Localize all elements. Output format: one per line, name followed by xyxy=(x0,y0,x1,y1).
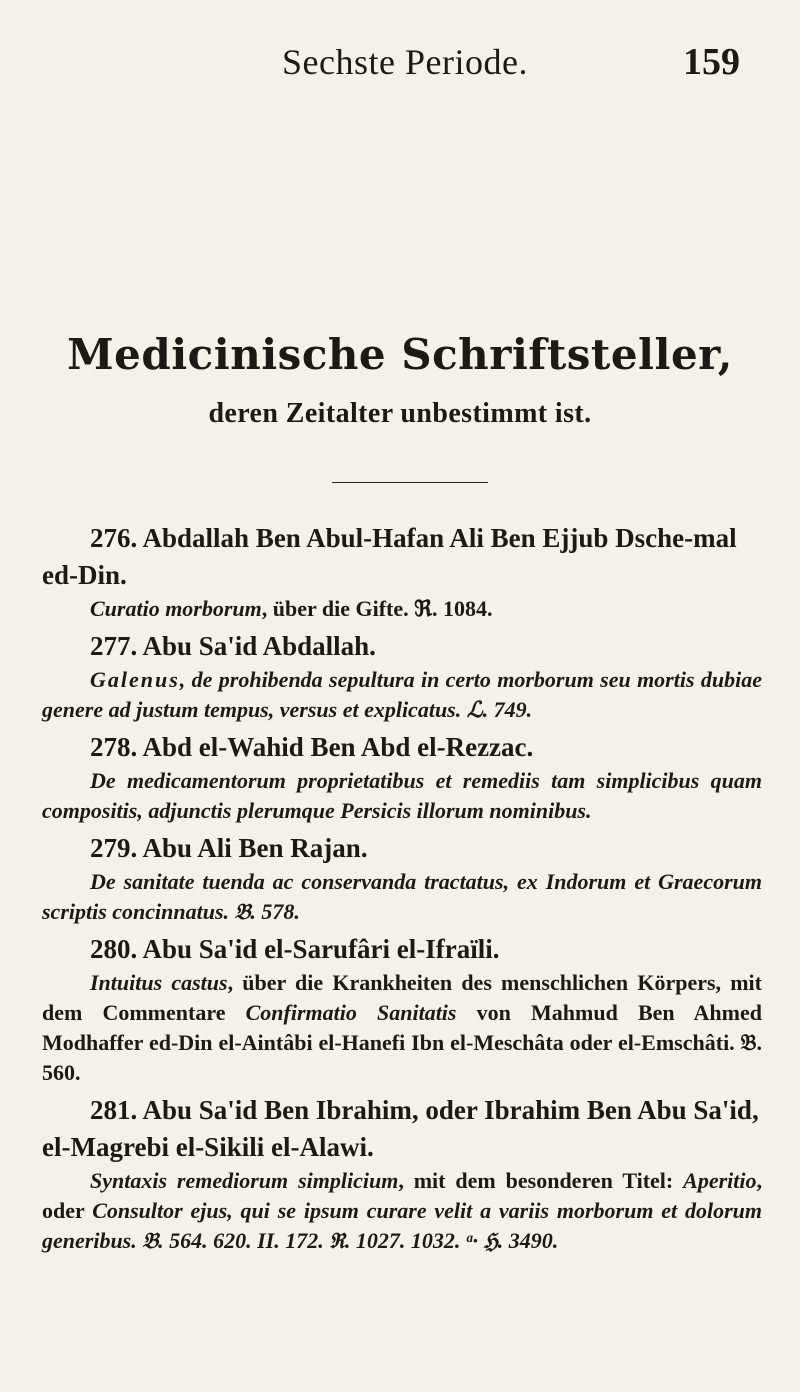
entry-body xyxy=(42,968,762,1088)
entry-heading: 279. Abu Ali Ben Rajan. xyxy=(90,833,368,863)
section-subtitle: deren Zeitalter unbestimmt ist. xyxy=(208,398,592,429)
section-title: Medicinische Schriftsteller, xyxy=(67,330,733,379)
entry-text: , mit dem besonderen Titel: xyxy=(398,1168,684,1193)
entry-heading: 278. Abd el-Wahid Ben Abd el-Rezzac. xyxy=(90,732,534,762)
entry-text: De sanitate tuenda ac conservanda tractatus, ex Indorum et Graecorum scriptis concinnatus. 𝔅. 578. xyxy=(42,869,762,924)
entry-text: Syntaxis remediorum simplicium xyxy=(90,1168,399,1193)
entry-text: Intuitus castus xyxy=(90,970,228,995)
entry-text: Galenus xyxy=(90,667,180,692)
entry-text: Confirmatio Sanitatis xyxy=(245,1000,457,1025)
running-head xyxy=(282,40,740,84)
entry-text: von Mahmud Ben Ahmed Modhaffer ed-Din el-Aintâbi el-Hanefi Ibn el-Meschâta oder el-Emschâti. 𝔅. 560. xyxy=(42,1000,762,1085)
entry-280 xyxy=(42,931,762,1088)
section-divider xyxy=(332,482,488,483)
entry-277 xyxy=(42,628,762,725)
entry-text: De medicamentorum proprietatibus et remediis tam simplicibus quam compositis, adjunctis plerumque Persicis illorum nominibus. xyxy=(42,768,762,823)
entry-heading: 276. Abdallah Ben Abul-Hafan Ali Ben Ejjub Dsche-mal ed-Din. xyxy=(42,523,737,590)
entry-body xyxy=(42,1166,762,1256)
entry-heading: 280. Abu Sa'id el-Sarufâri el-Ifraïli. xyxy=(90,934,500,964)
entry-list xyxy=(42,520,762,1260)
page-number: 159 xyxy=(683,41,740,83)
entry-text: , über die Krankheiten des menschlichen Körpers, mit dem Commentare xyxy=(42,970,762,1025)
entry-276 xyxy=(42,520,762,624)
entry-heading: 281. Abu Sa'id Ben Ibrahim, oder Ibrahim Ben Abu Sa'id, el-Magrebi el-Sikili el-Alawi. xyxy=(42,1095,759,1162)
running-head-title: Sechste Periode. xyxy=(282,42,528,82)
entry-body xyxy=(42,766,762,826)
entry-281 xyxy=(42,1092,762,1256)
entry-text: Curatio morborum xyxy=(90,596,262,621)
entry-body xyxy=(42,867,762,927)
entry-heading: 277. Abu Sa'id Abdallah. xyxy=(90,631,376,661)
entry-278 xyxy=(42,729,762,826)
entry-279 xyxy=(42,830,762,927)
entry-body xyxy=(42,594,762,624)
entry-text: , de prohibenda sepultura in certo morborum seu mortis dubiae genere ad justum tempus, versus et explicatus. ℒ. 749. xyxy=(42,667,762,722)
entry-body xyxy=(42,665,762,725)
entry-text: , über die Gifte. ℜ. 1084. xyxy=(261,596,493,621)
entry-text: Consultor ejus, qui se ipsum curare velit a variis morborum et dolorum generibus. 𝔅. 564. 620. II. 172. ℜ. 1027. 1032. ᵃ· ℌ. 3490. xyxy=(42,1198,762,1253)
entry-text: Aperitio xyxy=(683,1168,757,1193)
entry-text: , oder xyxy=(42,1168,762,1223)
